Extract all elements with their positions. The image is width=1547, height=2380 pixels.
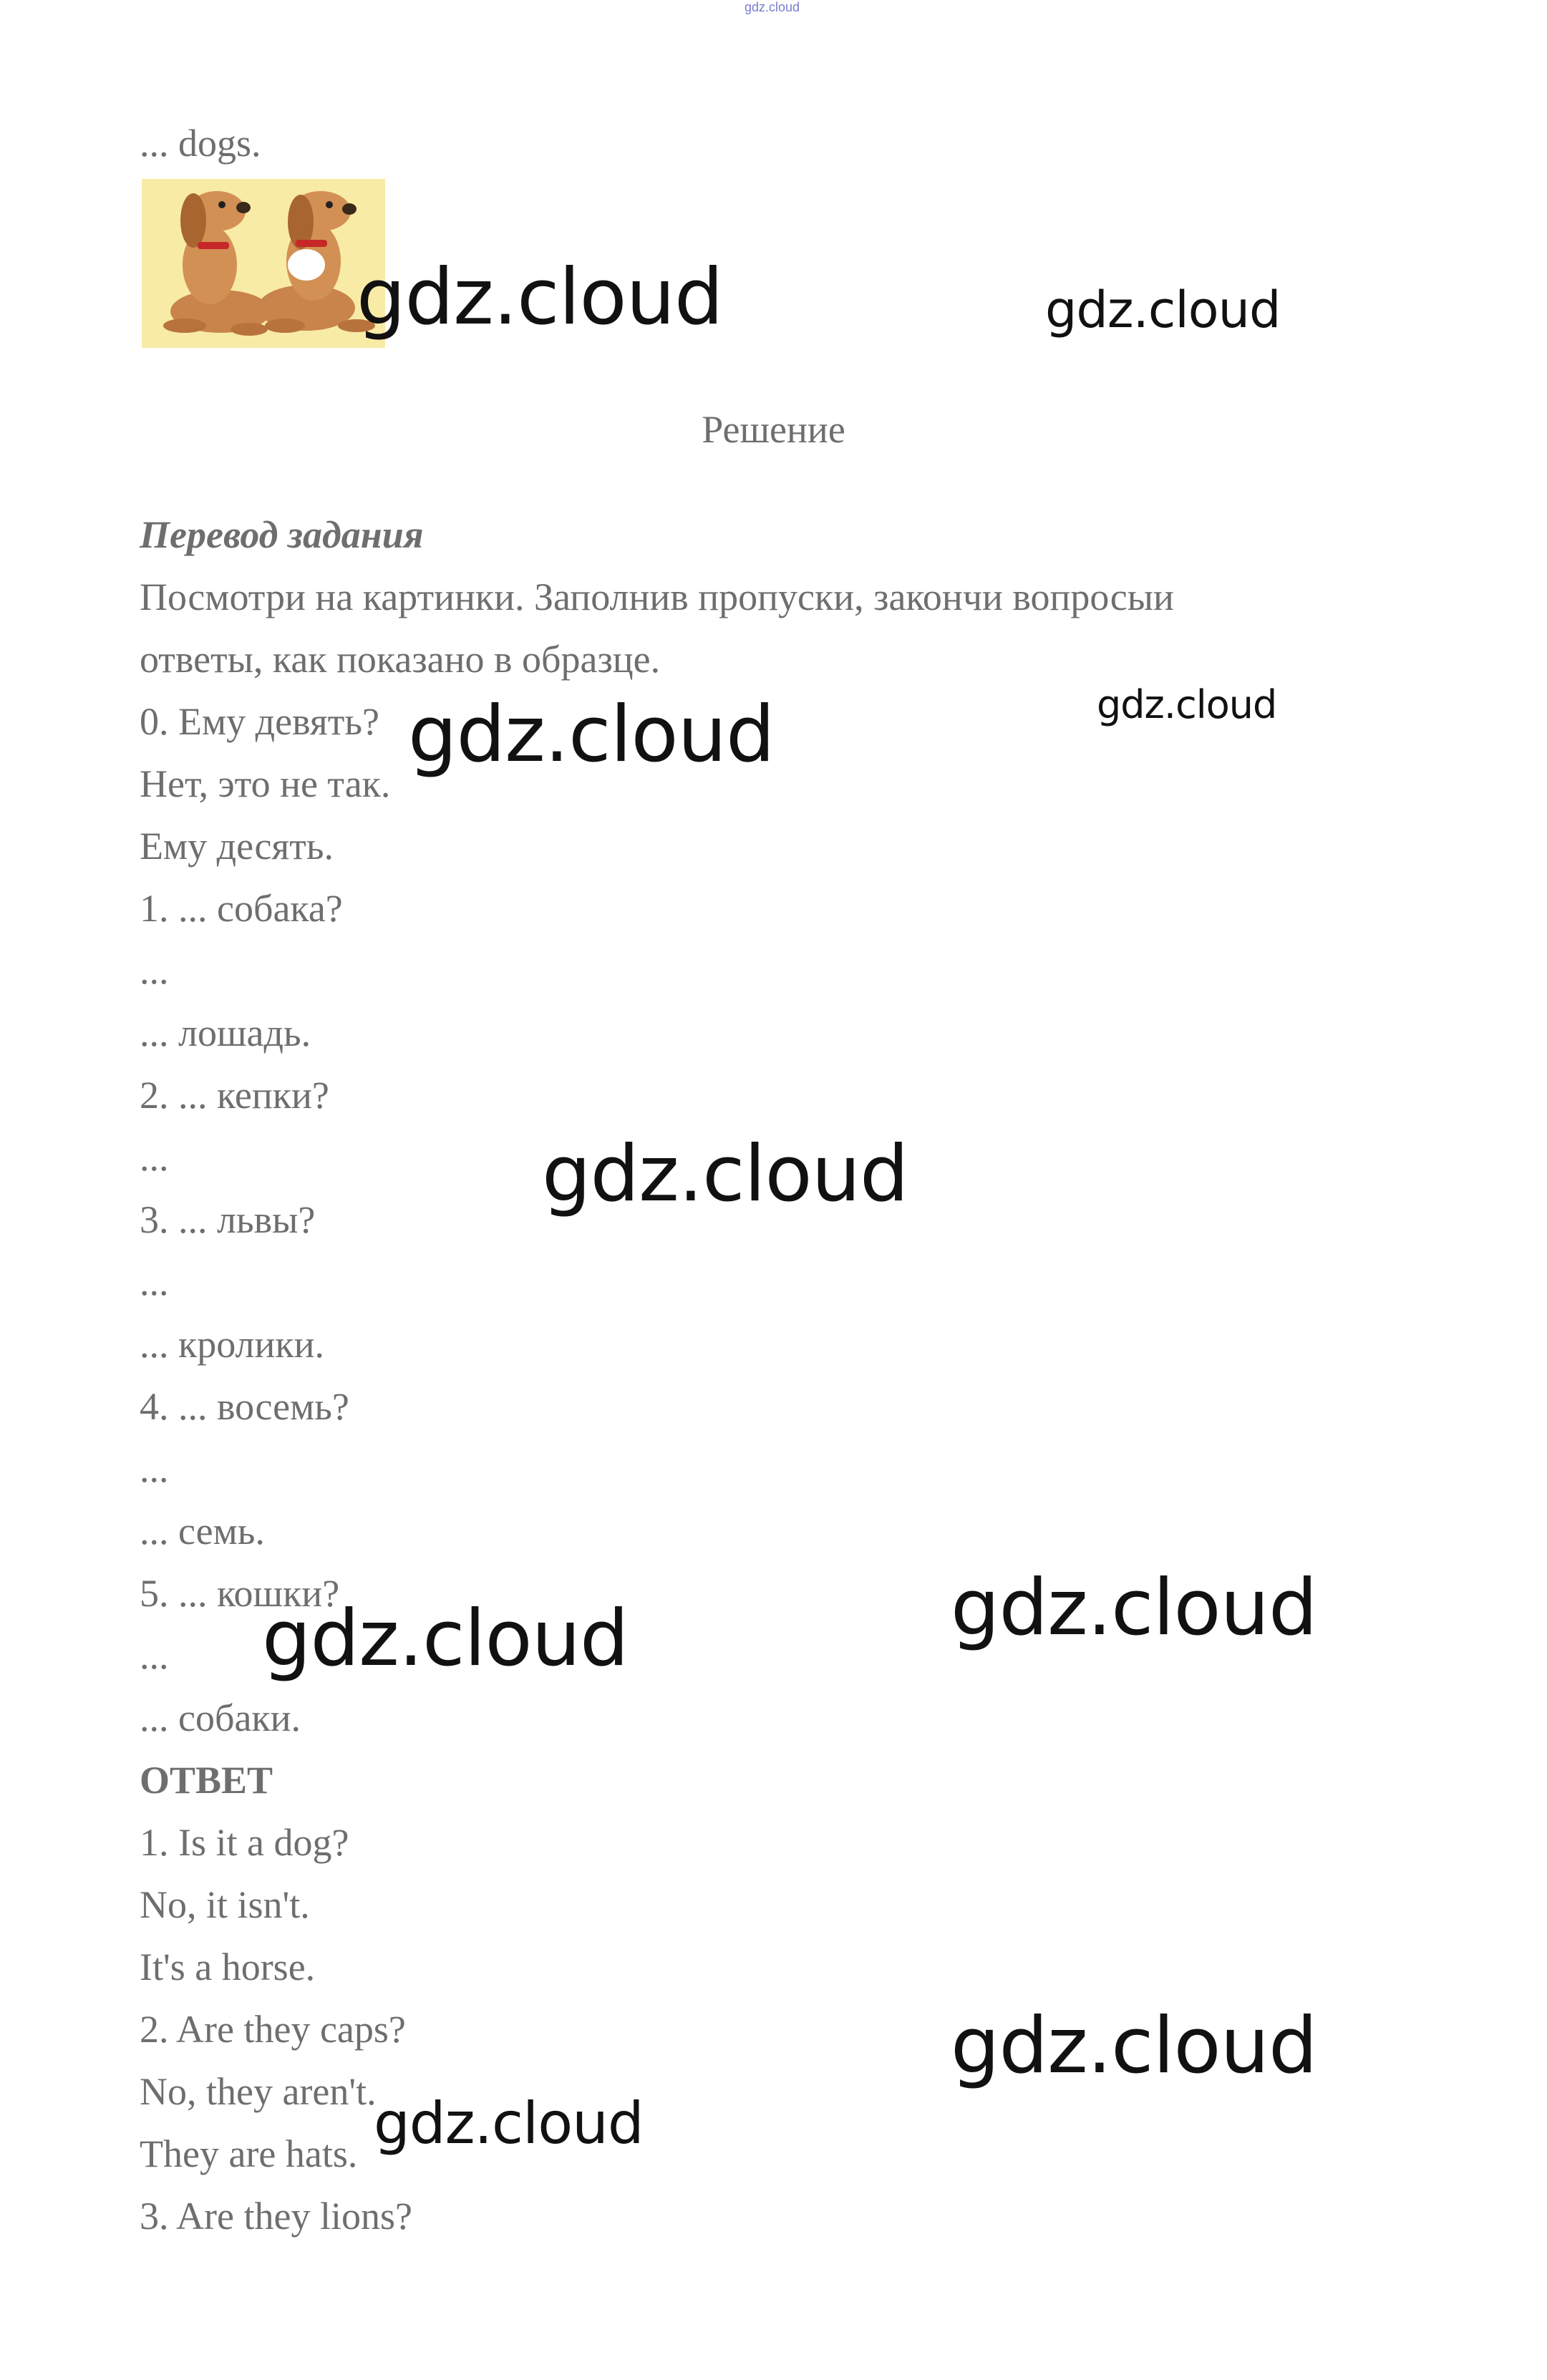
watermark: gdz.cloud [1097,682,1277,727]
watermark: gdz.cloud [951,2001,1317,2091]
watermark: gdz.cloud [374,2090,644,2157]
translation-line: 0. Ему девять? [140,700,379,743]
translation-line: ... [140,1261,169,1303]
translation-line: ... кролики. [140,1323,325,1366]
watermark: gdz.cloud [951,1563,1317,1653]
answer-line: No, they aren't. [140,2070,377,2113]
answer-line: It's a horse. [140,1946,316,1988]
translation-line: ... [140,1447,169,1490]
answer-line: No, it isn't. [140,1883,310,1926]
watermark: gdz.cloud [357,253,723,342]
translation-line: ... семь. [140,1510,265,1553]
translation-line: 3. ... львы? [140,1198,316,1241]
answer-line: 2. Are they caps? [140,2008,406,2051]
translation-line: 1. ... собака? [140,887,343,930]
translation-line: ... собаки. [140,1696,301,1739]
answer-line: They are hats. [140,2132,358,2175]
watermark: gdz.cloud [542,1130,908,1219]
translation-line: Нет, это не так. [140,762,391,805]
task-caption: ... dogs. [140,122,261,165]
translation-line: ... лошадь. [140,1011,311,1054]
answer-line: 1. Is it a dog? [140,1821,349,1864]
translation-line: Ему десять. [140,825,334,868]
translation-line: ответы, как показано в образце. [140,638,661,681]
translation-line: 2. ... кепки? [140,1074,329,1117]
translation-line: 4. ... восемь? [140,1385,349,1428]
answer-line: 3. Are they lions? [140,2195,412,2238]
two-dogs-illustration [142,179,385,348]
answer-heading: ОТВЕТ [140,1759,273,1802]
translation-line: ... [140,1634,169,1677]
solution-title: Решение [702,408,845,451]
translation-line: ... [140,949,169,992]
watermark: gdz.cloud [1045,281,1281,339]
translation-line: ... [140,1136,169,1179]
translation-line: 5. ... кошки? [140,1572,340,1615]
translation-heading: Перевод задания [140,513,424,556]
site-mark: gdz.cloud [745,0,800,14]
watermark: gdz.cloud [262,1594,629,1684]
translation-line: Посмотри на картинки. Заполнив пропуски, закончи вопросыи [140,575,1174,618]
watermark: gdz.cloud [408,690,775,779]
